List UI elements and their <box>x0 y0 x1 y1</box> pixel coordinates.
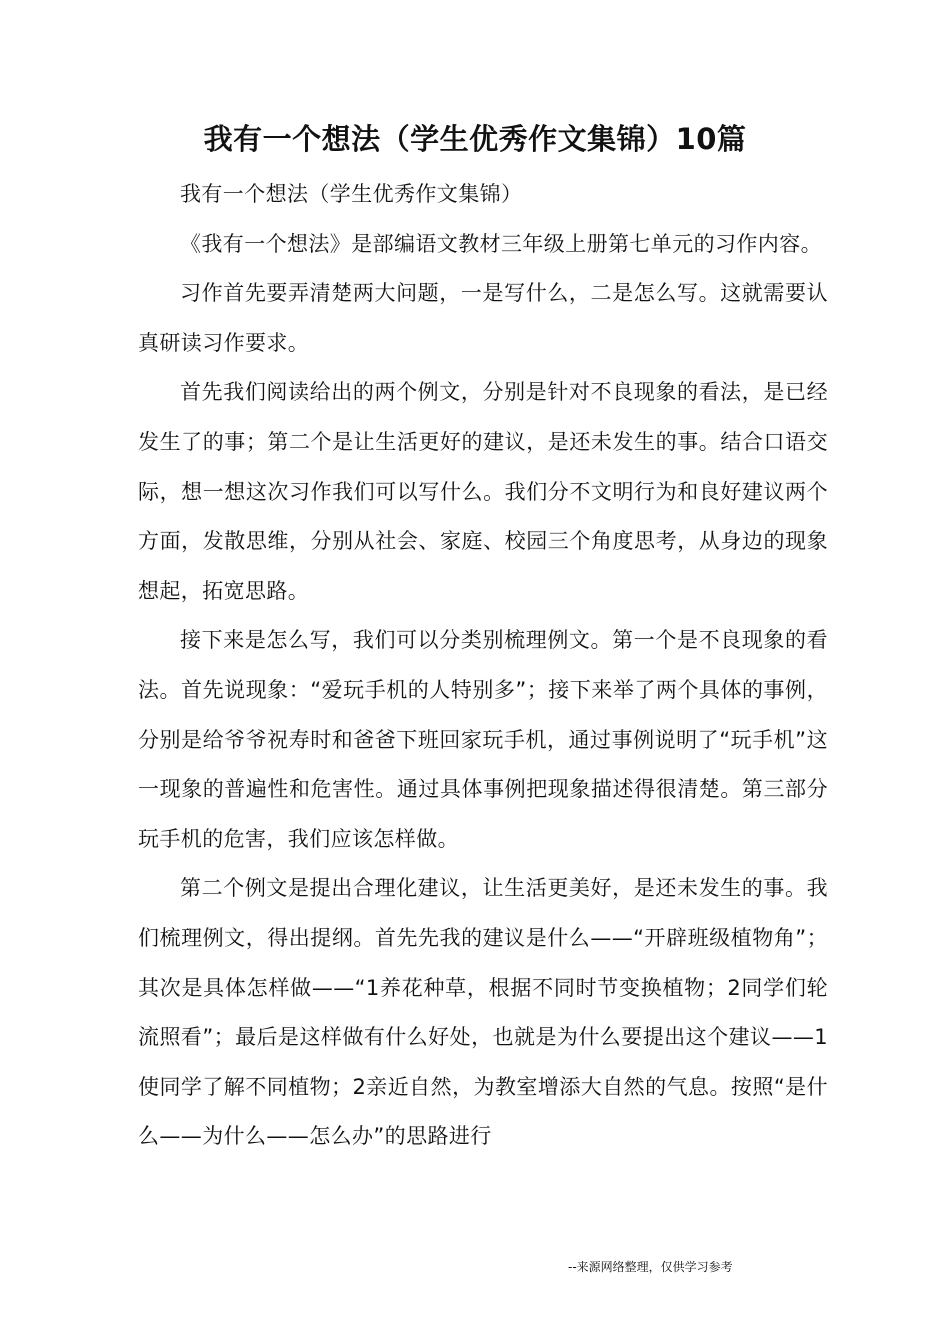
body-paragraph: 首先我们阅读给出的两个例文，分别是针对不良现象的看法，是已经发生了的事；第二个是让生活更好的建议，是还未发生的事。结合口语交际，想一想这次习作我们可以写什么。我们分不文明行为和良好建议两个方面，发散思维，分别从社会、家庭、校园三个角度思考，从身边的现象想起，拓宽思路。 <box>138 380 828 603</box>
source-footer: --来源网络整理，仅供学习参考 <box>568 1260 733 1274</box>
subtitle-paragraph: 我有一个想法（学生优秀作文集锦） <box>180 182 523 206</box>
body-paragraph: 《我有一个想法》是部编语文教材三年级上册第七单元的习作内容。 <box>180 231 822 256</box>
body-paragraph: 习作首先要弄清楚两大问题，一是写什么，二是怎么写。这就需要认真研读习作要求。 <box>138 281 828 355</box>
body-paragraph: 接下来是怎么写，我们可以分类别梳理例文。第一个是不良现象的看法。首先说现象：“爱玩手机的人特别多”；接下来举了两个具体的事例，分别是给爷爷祝寿时和爸爸下班回家玩手机，通过事例说明了“玩手机”这一现象的普遍性和危害性。通过具体事例把现象描述得很清楚。第三部分玩手机的危害，我们应该怎样做。 <box>138 628 828 851</box>
document-title: 我有一个想法（学生优秀作文集锦）10篇 <box>203 122 747 156</box>
body-paragraph: 第二个例文是提出合理化建议，让生活更美好，是还未发生的事。我们梳理例文，得出提纲。首先先我的建议是什么——“开辟班级植物角”；其次是具体怎样做——“1养花种草，根据不同时节变换植物；2同学们轮流照看”；最后是这样做有什么好处，也就是为什么要提出这个建议——1使同学了解不同植物；2亲近自然，为教室增添大自然的气息。按照“是什么——为什么——怎么办”的思路进行 <box>138 876 828 1149</box>
document-body <box>138 170 828 1162</box>
